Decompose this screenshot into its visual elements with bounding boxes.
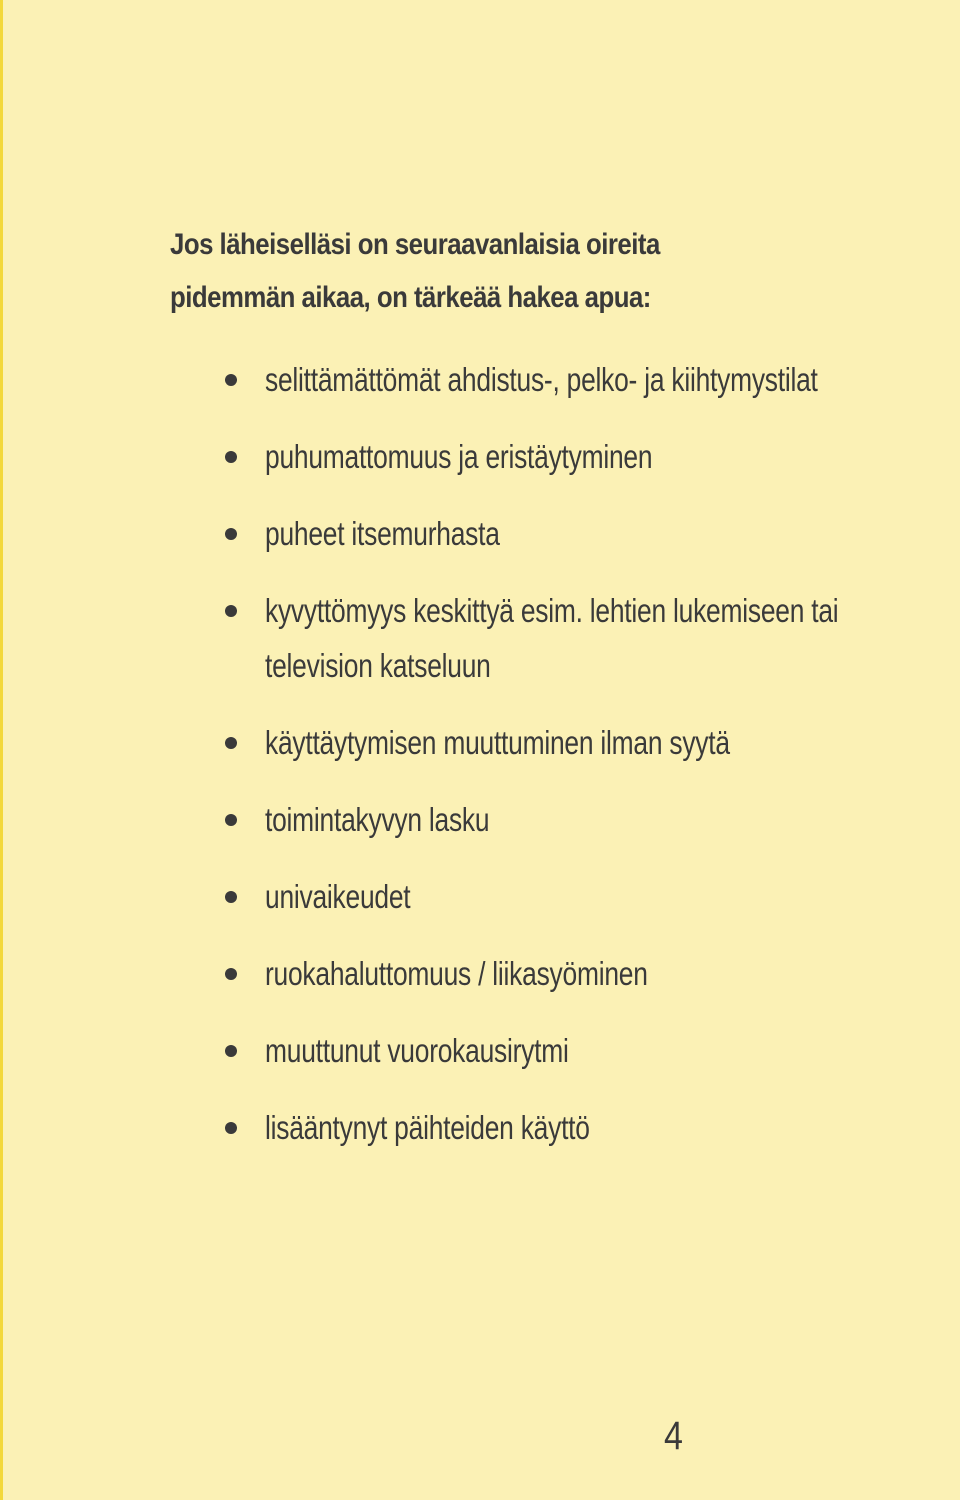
list-item xyxy=(222,429,942,484)
list-item-text: univaikeudet xyxy=(265,878,411,915)
page-edge xyxy=(0,0,3,1500)
symptom-list xyxy=(222,352,942,1177)
list-item-text: selittämättömät ahdistus-, pelko- ja kiihtymystilat xyxy=(265,361,818,398)
list-item-text: toimintakyvyn lasku xyxy=(265,801,490,838)
list-item-text: muuttunut vuorokausirytmi xyxy=(265,1032,569,1069)
list-item xyxy=(222,869,942,924)
list-item-text: lisääntynyt päihteiden käyttö xyxy=(265,1109,590,1146)
bullet-icon xyxy=(225,891,237,903)
bullet-icon xyxy=(225,605,237,617)
list-item xyxy=(222,792,942,847)
bullet-icon xyxy=(225,374,237,386)
bullet-icon xyxy=(225,968,237,980)
list-item xyxy=(222,1100,942,1155)
list-item xyxy=(222,352,942,407)
list-item xyxy=(222,1023,942,1078)
list-item-text: puhumattomuus ja eristäytyminen xyxy=(265,438,653,475)
list-item-text: ruokahaluttomuus / liikasyöminen xyxy=(265,955,648,992)
bullet-icon xyxy=(225,1122,237,1134)
bullet-icon xyxy=(225,451,237,463)
list-item-text: kyvyttömyys keskittyä esim. lehtien lukemiseen tai television katseluun xyxy=(265,592,839,684)
heading-line-1: Jos läheiselläsi on seuraavanlaisia oireita xyxy=(170,228,660,261)
list-item xyxy=(222,583,942,693)
page-number: 4 xyxy=(664,1414,683,1458)
list-item-text: puheet itsemurhasta xyxy=(265,515,500,552)
bullet-icon xyxy=(225,528,237,540)
bullet-icon xyxy=(225,1045,237,1057)
list-item xyxy=(222,946,942,1001)
bullet-icon xyxy=(225,737,237,749)
heading-line-2: pidemmän aikaa, on tärkeää hakea apua: xyxy=(170,281,651,314)
page-heading xyxy=(170,218,824,324)
bullet-icon xyxy=(225,814,237,826)
list-item xyxy=(222,715,942,770)
list-item xyxy=(222,506,942,561)
list-item-text: käyttäytymisen muuttuminen ilman syytä xyxy=(265,724,730,761)
